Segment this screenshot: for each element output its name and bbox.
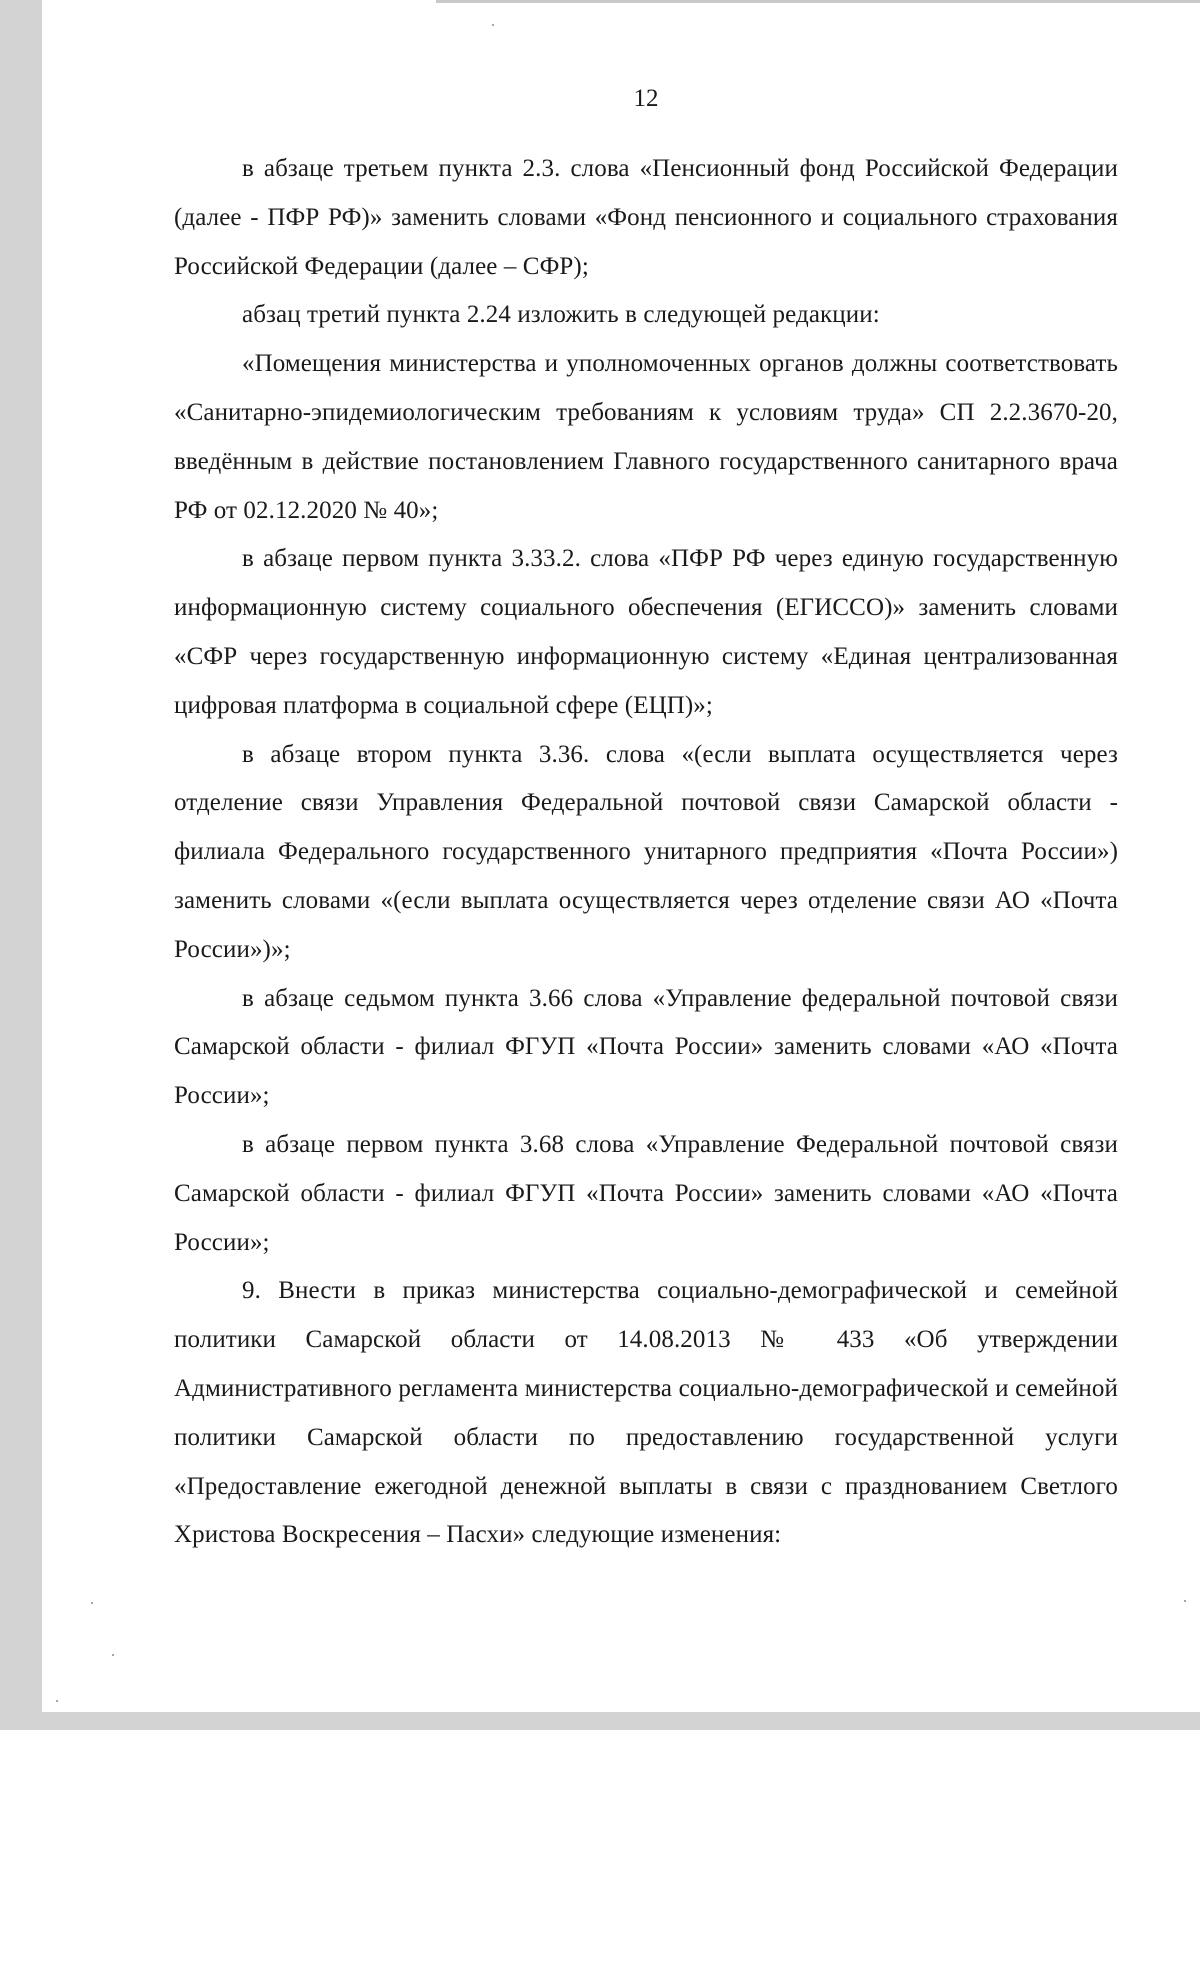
scan-speck (56, 1700, 58, 1702)
paragraph-pfr-rename-2-3: в абзаце третьем пункта 2.3. слова «Пенсионный фонд Российской Федерации (далее - ПФР РФ)» заменить словами «Фонд пенсионного и социального страхования Российской Федерации (далее – СФР); (174, 155, 1118, 280)
paragraph-3-66-post-office: в абзаце седьмом пункта 3.66 слова «Управление федеральной почтовой связи Самарской области - филиал ФГУП «Почта России» заменить словами «АО «Почта России»; (174, 984, 1118, 1110)
paragraph-item-9-order-433: 9. Внести в приказ министерства социально-демографической и семейной политики Самарской области от 14.08.2013 № 433 «Об утверждении Административного регламента министерства социально-демографической и семейной политики Самарской области по предоставлению государственной услуги «Предоставление ежегодной денежной выплаты в связи с празднованием Светлого Христова Воскресения – Пасхи» следующие изменения: (174, 1277, 1118, 1549)
paragraph-2-24-new-wording: абзац третий пункта 2.24 изложить в следующей редакции: (242, 301, 880, 329)
scan-speck (1184, 1600, 1186, 1602)
paragraph-premises-requirements: «Помещения министерства и уполномоченных органов должны соответствовать «Санитарно-эпидемиологическим требованиям к условиям труда» СП 2.2.3670-20, введённым в действие постановлением Главного государственного санитарного врача РФ от 02.12.2020 № 40»; (174, 350, 1118, 524)
scan-top-edge (436, 0, 1200, 3)
page-number: 12 (633, 85, 659, 112)
scan-speck (91, 1602, 93, 1604)
paragraph-3-68-post-office: в абзаце первом пункта 3.68 слова «Управление Федеральной почтовой связи Самарской области - филиал ФГУП «Почта России» заменить словами «АО «Почта России»; (174, 1130, 1118, 1256)
scan-speck (112, 1654, 114, 1656)
scan-left-edge (0, 0, 42, 1730)
scan-speck (492, 24, 494, 26)
paragraph-3-33-2-egisso: в абзаце первом пункта 3.33.2. слова «ПФР РФ через единую государственную информационную систему социального обеспечения (ЕГИССО)» заменить словами «СФР через государственную информационную систему «Единая централизованная цифровая платформа в социальной сфере (ЕЦП)»; (174, 545, 1118, 719)
document-body (174, 145, 1118, 1560)
paragraph-3-36-post-office: в абзаце втором пункта 3.36. слова «(если выплата осуществляется через отделение связи Управления Федеральной почтовой связи Самарской области - филиала Федерального государственного унитарного предприятия «Почта России») заменить словами «(если выплата осуществляется через отделение связи АО «Почта России»)»; (174, 740, 1118, 963)
scan-bottom-edge (0, 1712, 1200, 1730)
